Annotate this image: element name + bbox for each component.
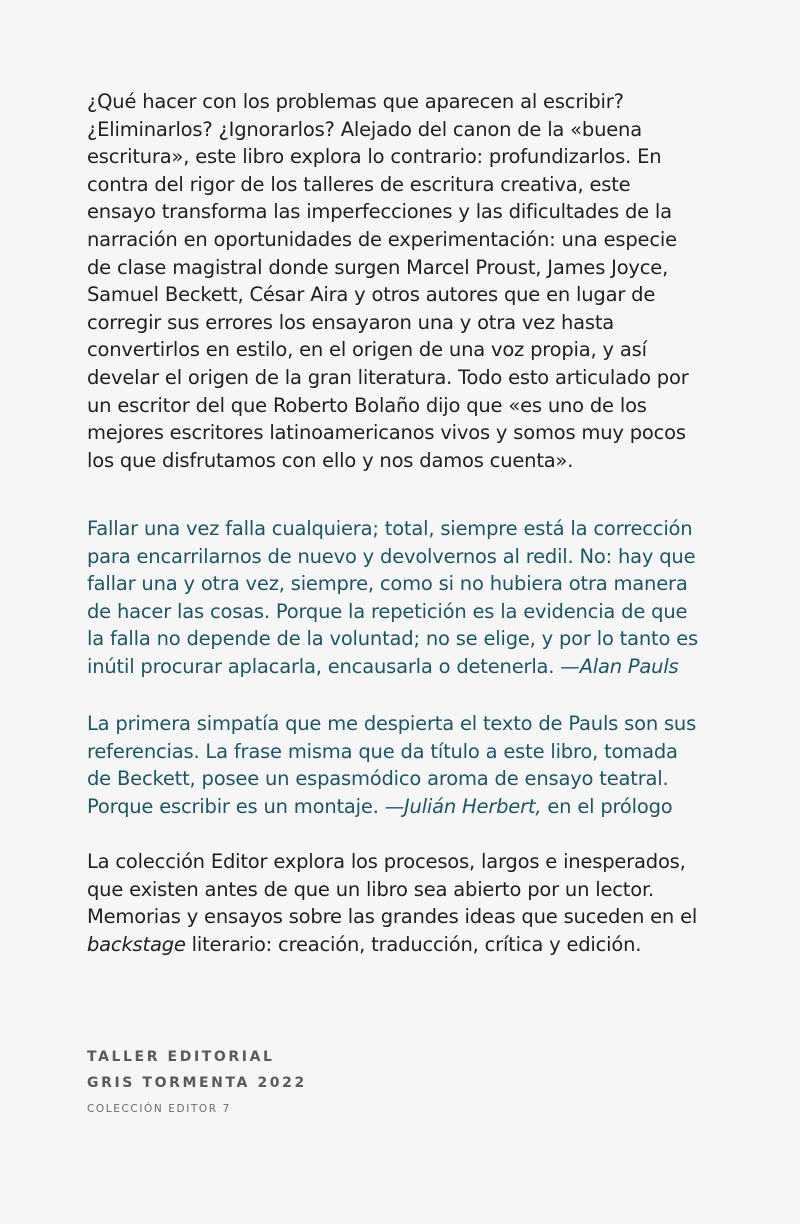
synopsis-line: ¿Eliminarlos? ¿Ignorarlos? Alejado del canon de la «buena [87,117,642,141]
synopsis-line: ¿Qué hacer con los problemas que aparecen al escribir? [87,90,624,113]
quote-line: La primera simpatía que me despierta el texto de Pauls son sus [87,712,697,735]
collection-line: que existen antes de que un libro sea abierto por un lector. [87,877,654,901]
synopsis-line: corregir sus errores los ensayaron una y otra vez hasta [87,310,615,334]
collection-paragraph [87,848,697,958]
quote-julian-herbert [87,710,696,820]
quote-alan-pauls [87,515,698,681]
quote-line: de Beckett, posee un espasmódico aroma de ensayo teatral. [87,767,669,791]
synopsis-line: narración en oportunidades de experimentación: una especie [87,227,677,251]
collection-last-line: literario: creación, traducción, crítica y edición. [191,932,642,956]
publisher-colophon [87,1044,307,1118]
synopsis-line: Samuel Beckett, César Aira y otros autores que en lugar de [87,283,656,307]
quote-line: Fallar una vez falla cualquiera; total, siempre está la corrección [87,517,693,540]
quote-line [87,653,698,681]
synopsis-line: develar el origen de la gran literatura. Todo esto articulado por [87,365,689,389]
collection-number: COLECCIÓN EDITOR 7 [87,1103,231,1115]
quote-last-line: Porque escribir es un montaje. [87,794,379,818]
synopsis-line: contra del rigor de los talleres de escritura creativa, este [87,172,631,196]
synopsis-line: convertirlos en estilo, en el origen de una voz propia, y así [87,338,647,362]
synopsis-line: mejores escritores latinoamericanos vivos y somos muy pocos [87,421,686,445]
synopsis-line: de clase magistral donde surgen Marcel Proust, James Joyce, [87,255,669,279]
publisher-name-line2: GRIS TORMENTA 2022 [87,1075,307,1091]
synopsis-line: los que disfrutamos con ello y nos damos cuenta». [87,448,574,472]
quote-line: para encarrilarnos de nuevo y devolvernos al redil. No: hay que [87,544,696,568]
synopsis-paragraph [87,88,689,474]
collection-line: Memorias y ensayos sobre las grandes ideas que suceden en el [87,905,698,929]
quote-last-line: inútil procurar aplacarla, encausarla o detenerla. [87,654,555,678]
quote-line [87,793,696,821]
quote-attribution: —Julián Herbert, [384,794,542,818]
publisher-name-line1: TALLER EDITORIAL [87,1049,275,1065]
quote-attribution-suffix: en el prólogo [547,794,673,818]
backstage-word: backstage [87,932,186,956]
quote-line: fallar una y otra vez, siempre, como si no hubiera otra manera [87,572,688,596]
synopsis-line: escritura», este libro explora lo contrario: profundizarlos. En [87,145,662,169]
quote-line: de hacer las cosas. Porque la repetición es la evidencia de que [87,599,688,623]
quote-line: la falla no depende de la voluntad; no se elige, y por lo tanto es [87,627,698,651]
collection-line [87,931,697,959]
collection-line: La colección Editor explora los procesos, largos e inesperados, [87,850,686,873]
quote-line: referencias. La frase misma que da título a este libro, tomada [87,739,678,763]
synopsis-line: ensayo transforma las imperfecciones y las dificultades de la [87,200,672,224]
synopsis-line: un escritor del que Roberto Bolaño dijo que «es uno de los [87,393,647,417]
quote-attribution: —Alan Pauls [560,654,679,678]
